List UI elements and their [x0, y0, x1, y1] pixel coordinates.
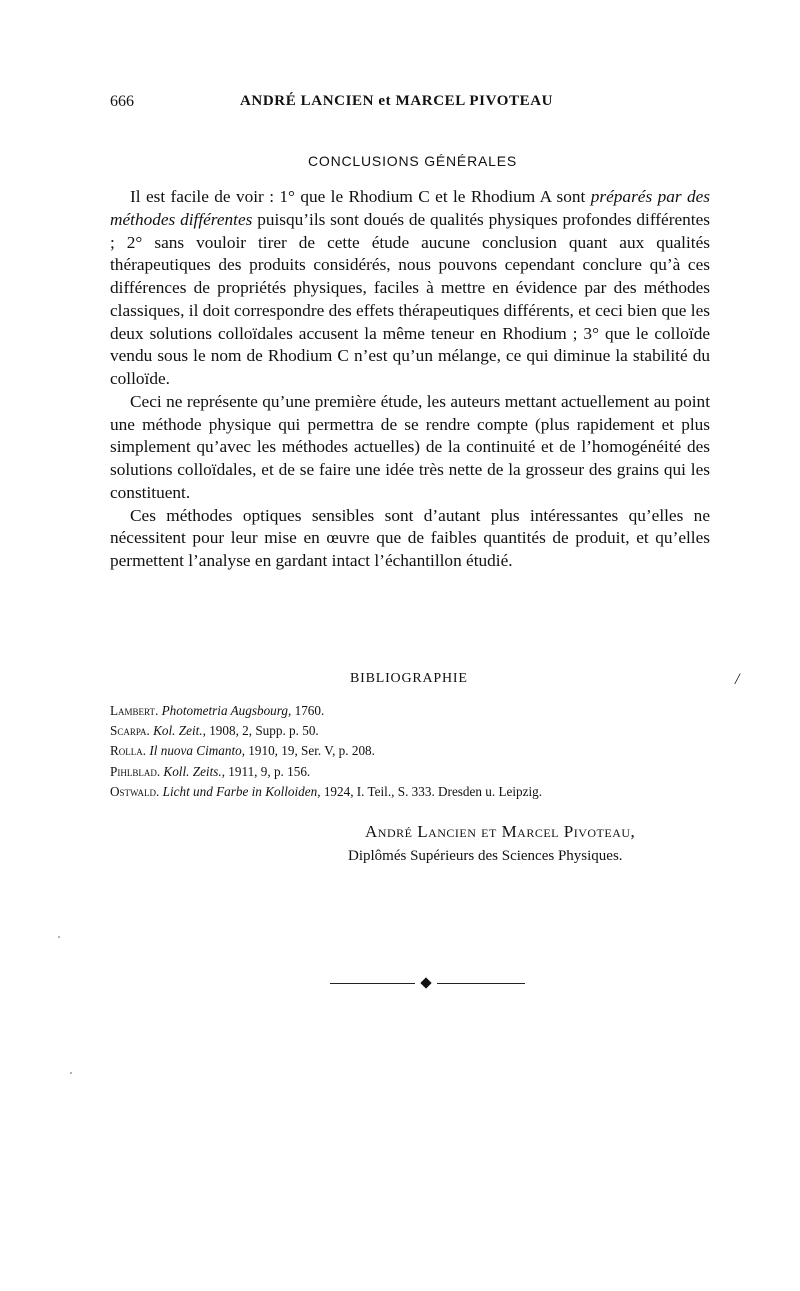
- bib-author: Rolla.: [110, 743, 147, 759]
- bib-author: Ostwald.: [110, 783, 160, 799]
- bibliography-entry: [110, 762, 730, 782]
- bibliography-entry: [110, 782, 730, 802]
- page-header: [110, 93, 720, 117]
- bib-title: Il nuova Cimanto,: [149, 743, 245, 759]
- scan-speck: [70, 1072, 72, 1074]
- ornament-rule-left: [330, 983, 415, 984]
- bib-details: , 1924, I. Teil., S. 333. Dresden u. Leipzig.: [317, 783, 543, 799]
- signature-affiliation: Diplômés Supérieurs des Sciences Physiques.: [348, 848, 623, 864]
- bib-details: 1910, 19, Ser. V, p. 208.: [245, 743, 375, 759]
- paragraph-text: puisqu’ils sont doués de qualités physiques profondes différentes ; 2° sans vouloir tirer de cette étude aucune conclusion quant aux qualités thérapeutiques des produits considérés, nous pouvons cependant conclure qu’à ces différences de propriétés physiques, faciles à mettre en évidence par des méthodes classiques, il doit correspondre des effets thérapeutiques différents, et ceci bien que les deux solutions colloïdales accusent la même teneur en Rhodium ; 3° que le colloïde vendu sous le nom de Rhodium C n’est qu’un mélange, ce qui diminue la stabilité du colloïde.: [110, 209, 710, 388]
- bib-title: Photometria Augsbourg: [161, 703, 289, 718]
- bib-details: , 1908, 2, Supp. p. 50.: [202, 723, 319, 739]
- ornament-rule-right: [437, 983, 525, 984]
- section-title: CONCLUSIONS GÉNÉRALES: [308, 153, 517, 169]
- paragraph-text: Il est facile de voir : 1° que le Rhodium C et le Rhodium A sont: [130, 187, 591, 206]
- bib-details: , 1760.: [288, 703, 325, 718]
- bibliography-entry: [110, 741, 730, 761]
- paragraph-conclusion: [110, 186, 710, 391]
- bibliography-entry: [110, 701, 730, 721]
- page-number: 666: [110, 93, 134, 110]
- bib-author: Lambert.: [110, 703, 159, 718]
- bibliography-list: [110, 701, 730, 802]
- signature-authors: André Lancien et Marcel Pivoteau,: [365, 822, 636, 841]
- paragraph-future-work: Ceci ne représente qu’une première étude, les auteurs mettant actuellement au point une méthode physique qui permettra de se rendre compte (plus rapidement et plus simplement qu’avec les méthodes actuelles) de la continuité et de l’homogénéité des solutions colloïdales, et de se faire une idée très nette de la grosseur des grains qui les constituent.: [110, 391, 710, 502]
- margin-mark: /: [735, 671, 740, 688]
- bibliography-title: BIBLIOGRAPHIE: [350, 671, 468, 686]
- bib-author: Scarpa.: [110, 723, 150, 739]
- bib-details: , 1911, 9, p. 156.: [221, 763, 311, 779]
- running-head: ANDRÉ LANCIEN et MARCEL PIVOTEAU: [240, 93, 554, 109]
- bib-title: Kol. Zeit.: [153, 723, 203, 739]
- bib-title: Licht und Farbe in Kolloiden: [162, 783, 318, 799]
- paragraph-emphasis: préparés par des méthodes différentes: [110, 187, 711, 229]
- paragraph-optical-methods: Ces méthodes optiques sensibles sont d’autant plus intéressantes qu’elles ne nécessitent pour leur mise en œuvre que de faibles quantités de produit, et qu’elles permettent l’analyse en gardant intact l’échantillon étudié.: [110, 505, 710, 570]
- closing-ornament: [330, 978, 525, 990]
- diamond-icon: [420, 977, 431, 988]
- body-text: [110, 186, 710, 573]
- scan-speck: [58, 936, 60, 938]
- bib-title: Koll. Zeits.: [163, 763, 222, 779]
- bib-author: Pihlblad.: [110, 763, 161, 779]
- bibliography-entry: [110, 721, 730, 741]
